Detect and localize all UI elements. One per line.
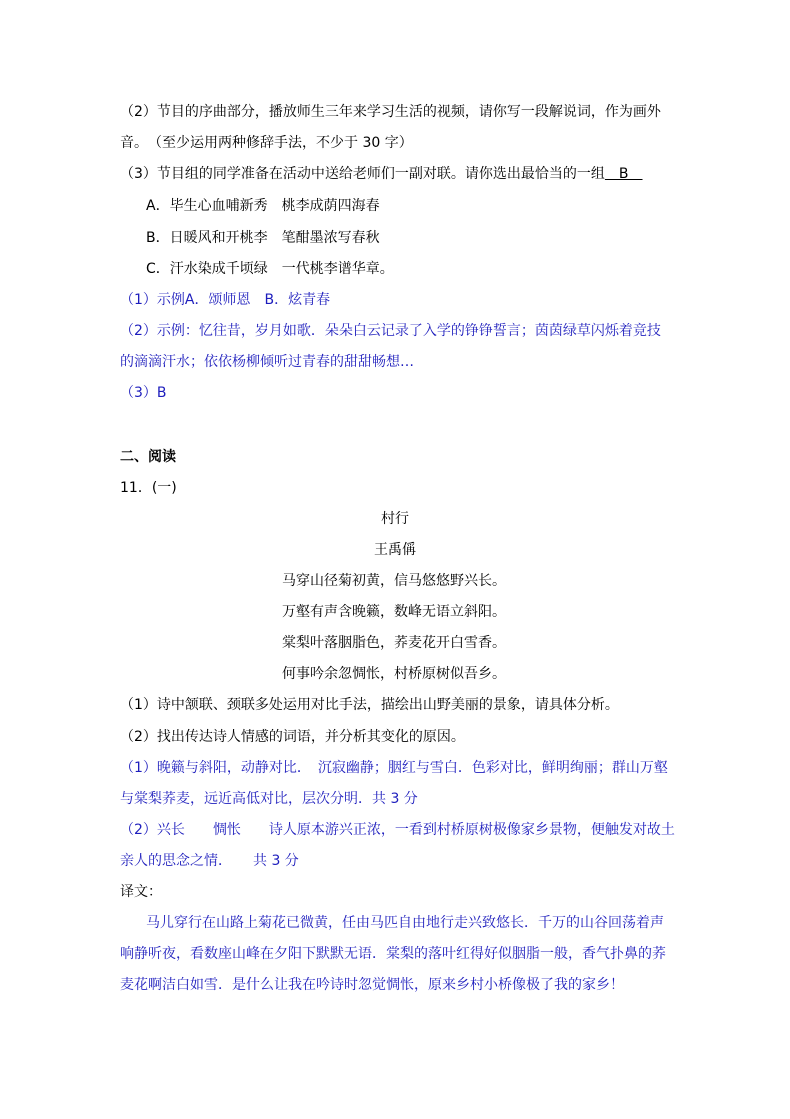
question-3-stem <box>120 164 643 184</box>
poem-question-1: （1）诗中颔联、颈联多处运用对比手法，描绘出山野美丽的景象，请具体分析。 <box>120 697 619 713</box>
poem-answer-1-line-1: （1）晚籁与斜阳，动静对比． 沉寂幽静；胭红与雪白．色彩对比，鲜明绚丽；群山万壑 <box>120 760 668 776</box>
translation-line-2: 响静听夜，看数座山峰在夕阳下默默无语．棠梨的落叶红得好似胭脂一般，香气扑鼻的荞 <box>120 946 666 962</box>
poem-line: 马穿山径菊初黄，信马悠悠野兴长。 <box>282 573 506 589</box>
answer-2-line-1: （2）示例：忆往昔，岁月如歌．朵朵白云记录了入学的铮铮誓言；茵茵绿草闪烁着竞技 <box>120 323 661 339</box>
option-a: A．毕生心血哺新秀 桃李成荫四海春 <box>146 198 380 214</box>
poem-answer-1-line-2: 与棠梨荞麦，远近高低对比，层次分明．共 3 分 <box>120 791 418 807</box>
answer-2-line-2: 的滴滴汗水；依依杨柳倾听过青春的甜甜畅想… <box>120 354 414 370</box>
answer-1: （1）示例A．颂师恩 B．炫青春 <box>120 292 331 308</box>
translation-label: 译文： <box>120 884 162 900</box>
poem-answer-2-line-1: （2）兴长 惆怅 诗人原本游兴正浓，一看到村桥原树极像家乡景物，便触发对故土 <box>120 822 675 838</box>
section-heading: 二、阅读 <box>120 449 176 465</box>
poem-question-2: （2）找出传达诗人情感的词语，并分析其变化的原因。 <box>120 729 465 745</box>
item-number: 11．(一) <box>120 480 177 496</box>
answer-3: （3）B <box>120 385 167 401</box>
poem-line: 棠梨叶落胭脂色，荞麦花开白雪香。 <box>282 635 506 651</box>
question-2-line-1: （2）节目的序曲部分，播放师生三年来学习生活的视频，请你写一段解说词，作为画外 <box>120 104 661 120</box>
question-3-stem-text: （3）节目组的同学准备在活动中送给老师们一副对联。请你选出最恰当的一组 <box>120 166 605 182</box>
poem-author: 王禹偁 <box>374 542 416 558</box>
poem-answer-2-line-2: 亲人的思念之情． 共 3 分 <box>120 853 299 869</box>
question-2-line-2: 音。 （至少运用两种修辞手法，不少于 30 字） <box>120 135 413 151</box>
poem-title: 村行 <box>381 511 409 527</box>
translation-line-1: 马儿穿行在山路上菊花已微黄，任由马匹自由地行走兴致悠长．千万的山谷回荡着声 <box>146 915 664 931</box>
translation-line-3: 麦花啊洁白如雪．是什么让我在吟诗时忽觉惆怅，原来乡村小桥像极了我的家乡！ <box>120 977 624 993</box>
poem-line: 万壑有声含晚籁，数峰无语立斜阳。 <box>282 604 506 620</box>
poem-line: 何事吟余忽惆怅，村桥原树似吾乡。 <box>282 666 506 682</box>
option-c: C．汗水染成千顷绿 一代桃李谱华章。 <box>146 261 394 277</box>
option-b: B．日暖风和开桃李 笔酣墨浓写春秋 <box>146 230 380 246</box>
question-3-answer-blank: B <box>604 166 643 182</box>
